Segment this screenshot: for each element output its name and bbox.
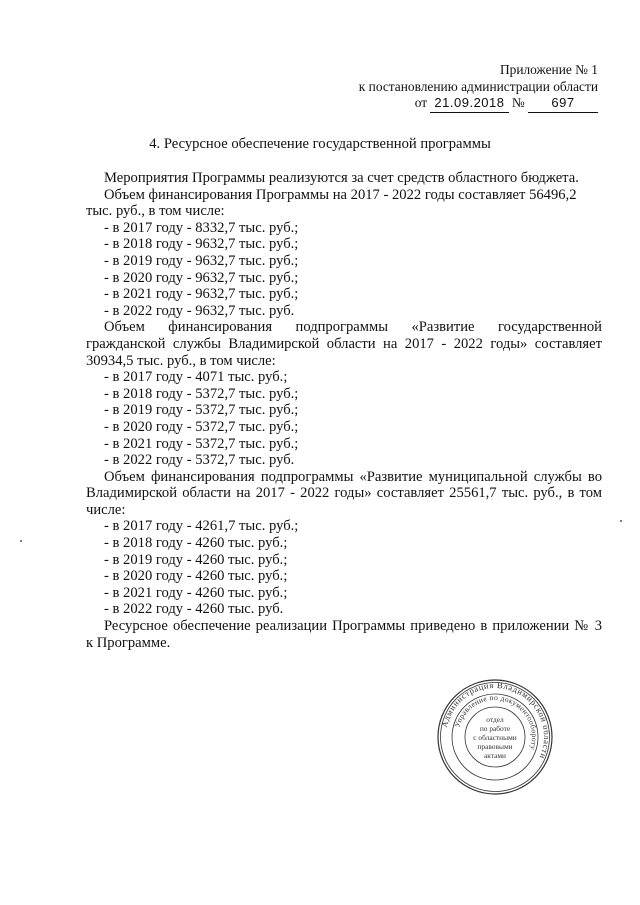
subprogram1-line-1: Объем финансирования подпрограммы «Развитие государственной [104,319,602,336]
closing-line-1: Ресурсное обеспечение реализации Программы приведено в приложении № 3 [104,618,602,635]
subprogram1-funding-list [86,369,602,469]
subprogram2-line-3: числе: [86,501,126,518]
stamp-center-line: правовыми [477,742,513,751]
list-item: - в 2017 году - 8332,7 тыс. руб.; [104,219,299,236]
section-title: 4. Ресурсное обеспечение государственной программы [149,136,491,152]
list-item: - в 2018 году - 5372,7 тыс. руб.; [104,385,299,402]
list-item: - в 2019 году - 9632,7 тыс. руб.; [104,252,299,269]
subprogram2-funding-list [86,518,602,618]
resolution-reference: к постановлению администрации области [358,78,598,94]
list-item: - в 2022 году - 4260 тыс. руб. [104,601,284,618]
scan-speck [620,520,622,522]
list-item: - в 2019 году - 5372,7 тыс. руб.; [104,402,299,419]
stamp-center-line: с областными [473,733,517,742]
list-item: - в 2018 году - 9632,7 тыс. руб.; [104,236,299,253]
subprogram1-line-3: 30934,5 тыс. руб., в том числе: [86,352,276,369]
program-funding-line-2: тыс. руб., в том числе: [86,203,225,220]
stamp-center-line: по работе [479,724,511,733]
list-item: - в 2021 году - 4260 тыс. руб.; [104,584,288,601]
appendix-label: Приложение № 1 [499,62,598,77]
list-item: - в 2020 году - 5372,7 тыс. руб.; [104,418,299,435]
program-funding-line-1: Объем финансирования Программы на 2017 - 2022 годы составляет 56496,2 [104,186,577,203]
closing-line-2: к Программе. [86,634,171,651]
resolution-date: 21.09.2018 [430,95,508,113]
stamp-inner-text: Управление по документообороту [452,692,540,752]
list-item: - в 2020 году - 4260 тыс. руб.; [104,568,288,585]
list-item: - в 2021 году - 9632,7 тыс. руб.; [104,286,299,303]
scan-speck [20,540,22,542]
number-label: № [511,95,525,110]
document-body [86,170,602,651]
date-number-line [359,95,598,113]
subprogram2-line-1: Объем финансирования подпрограммы «Развитие муниципальной службы во [104,468,602,485]
intro-paragraph: Мероприятия Программы реализуются за счет средств областного бюджета. [104,170,579,186]
office-stamp [435,678,555,796]
program-funding-list [86,220,602,320]
resolution-number: 697 [528,95,598,113]
stamp-outer-text: Администрация Владимирской области [439,679,553,761]
list-item: - в 2017 году - 4071 тыс. руб.; [104,369,288,386]
list-item: - в 2019 году - 4260 тыс. руб.; [104,551,288,568]
stamp-center-line: отдел [486,715,504,724]
list-item: - в 2022 году - 9632,7 тыс. руб. [104,302,295,319]
list-item: - в 2017 году - 4261,7 тыс. руб.; [104,518,299,535]
list-item: - в 2021 году - 5372,7 тыс. руб.; [104,435,299,452]
stamp-center-line: актами [483,751,507,760]
subprogram2-line-2: Владимирской области на 2017 - 2022 годы» составляет 25561,7 тыс. руб., в том [86,485,602,502]
stamp-graphic [435,678,555,796]
from-label: от [414,95,428,110]
list-item: - в 2018 году - 4260 тыс. руб.; [104,535,288,552]
list-item: - в 2020 году - 9632,7 тыс. руб.; [104,269,299,286]
list-item: - в 2022 году - 5372,7 тыс. руб. [104,452,295,469]
document-header [359,62,598,113]
subprogram1-line-2: гражданской службы Владимирской области на 2017 - 2022 годы» составляет [86,335,602,352]
